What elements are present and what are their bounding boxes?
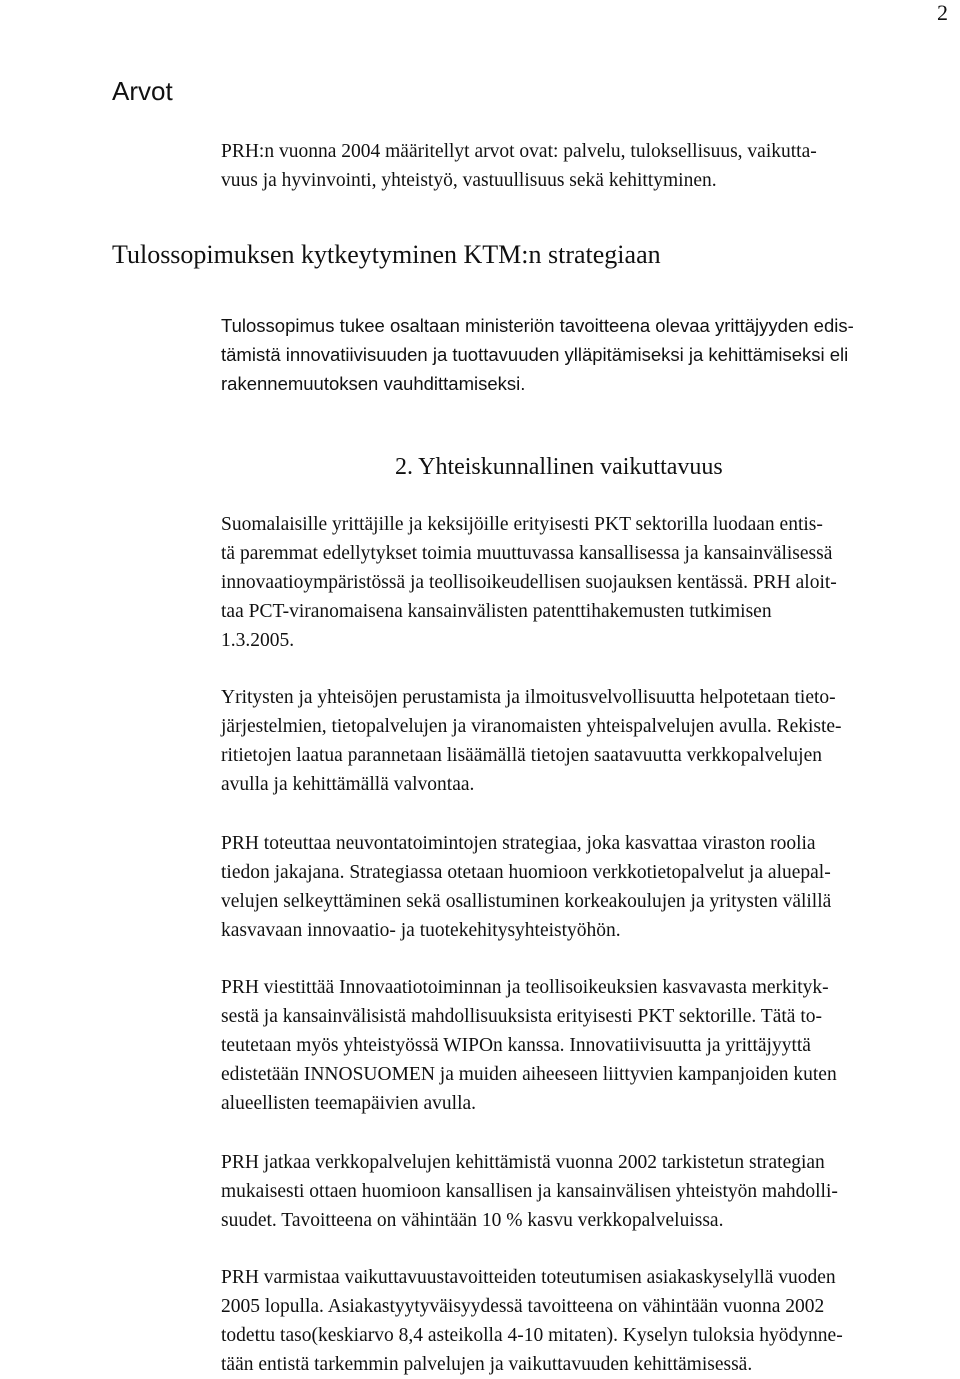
text-line: PRH varmistaa vaikuttavuustavoitteiden toteutumisen asiakaskyselyllä vuoden — [221, 1267, 836, 1288]
text-line: todettu taso(keskiarvo 8,4 asteikolla 4-10 mitaten). Kyselyn tuloksia hyödynne- — [221, 1325, 843, 1346]
paragraph-section2-5 — [221, 1148, 937, 1235]
text-line: alueellisten teemapäivien avulla. — [221, 1093, 477, 1114]
text-line: taa PCT-viranomaisena kansainvälisten patenttihakemusten tutkimisen — [221, 601, 772, 622]
text-line: suudet. Tavoitteena on vähintään 10 % kasvu verkkopalveluissa. — [221, 1210, 724, 1231]
text-line: ritietojen laatua parannetaan lisäämällä tietojen saatavuutta verkkopalvelujen — [221, 745, 822, 766]
text-line: rakennemuutoksen vauhdittamiseksi. — [221, 373, 526, 394]
text-line: PRH jatkaa verkkopalvelujen kehittämistä vuonna 2002 tarkistetun strategian — [221, 1152, 825, 1173]
text-line: avulla ja kehittämällä valvontaa. — [221, 774, 475, 795]
page-number: 2 — [937, 0, 948, 25]
section-title-2: 2. Yhteiskunnallinen vaikuttavuus — [395, 454, 723, 480]
paragraph-section2-2 — [221, 683, 937, 799]
text-line: 2005 lopulla. Asiakastyytyväisyydessä tavoitteena on vähintään vuonna 2002 — [221, 1296, 825, 1317]
text-line: tään entistä tarkemmin palvelujen ja vaikuttavuuden kehittämisessä. — [221, 1354, 753, 1375]
text-line: sestä ja kansainvälisistä mahdollisuuksista erityisesti PKT sektorille. Tätä to- — [221, 1006, 822, 1027]
paragraph-section2-1 — [221, 510, 937, 655]
text-line: Tulossopimus tukee osaltaan ministeriön tavoitteena olevaa yrittäjyyden edis- — [221, 315, 854, 336]
text-line: PRH toteuttaa neuvontatoimintojen strategiaa, joka kasvattaa viraston roolia — [221, 833, 816, 854]
text-line: Yritysten ja yhteisöjen perustamista ja ilmoitusvelvollisuutta helpotetaan tieto- — [221, 687, 836, 708]
text-line: edistetään INNOSUOMEN ja muiden aiheeseen liittyvien kampanjoiden kuten — [221, 1064, 837, 1085]
text-line: PRH viestittää Innovaatiotoiminnan ja teollisoikeuksien kasvavasta merkityk- — [221, 977, 829, 998]
text-line: tä paremmat edellytykset toimia muuttuvassa kansallisessa ja kansainvälisessä — [221, 543, 833, 564]
paragraph-section2-3 — [221, 829, 937, 945]
paragraph-section2-6 — [221, 1263, 937, 1379]
paragraph-tulossopimus — [221, 311, 937, 398]
text-line: PRH:n vuonna 2004 määritellyt arvot ovat: palvelu, tuloksellisuus, vaikutta- — [221, 141, 817, 162]
text-line: järjestelmien, tietopalvelujen ja viranomaisten yhteispalvelujen avulla. Rekiste- — [221, 716, 842, 737]
text-line: mukaisesti ottaen huomioon kansallisen ja kansainvälisen yhteistyön mahdolli- — [221, 1181, 838, 1202]
text-line: innovaatioympäristössä ja teollisoikeudellisen suojauksen kentässä. PRH aloit- — [221, 572, 837, 593]
text-line: tiedon jakajana. Strategiassa otetaan huomioon verkkotietopalvelut ja aluepal- — [221, 862, 831, 883]
text-line: vuus ja hyvinvointi, yhteistyö, vastuullisuus sekä kehittyminen. — [221, 170, 717, 191]
text-line: kasvavaan innovaatio- ja tuotekehitysyhteistyöhön. — [221, 920, 621, 941]
section-title-tulossopimus: Tulossopimuksen kytkeytyminen KTM:n strategiaan — [112, 240, 661, 269]
text-line: teutetaan myös yhteistyössä WIPOn kanssa. Innovatiivisuutta ja yrittäjyyttä — [221, 1035, 811, 1056]
text-line: 1.3.2005. — [221, 630, 295, 651]
paragraph-arvot — [221, 137, 937, 195]
section-title-arvot: Arvot — [112, 76, 173, 106]
text-line: Suomalaisille yrittäjille ja keksijöille erityisesti PKT sektorilla luodaan entis- — [221, 514, 823, 535]
text-line: tämistä innovatiivisuuden ja tuottavuuden ylläpitämiseksi ja kehittämiseksi eli — [221, 344, 849, 365]
text-line: velujen selkeyttäminen sekä osallistuminen korkeakoulujen ja yritysten välillä — [221, 891, 832, 912]
paragraph-section2-4 — [221, 973, 937, 1118]
